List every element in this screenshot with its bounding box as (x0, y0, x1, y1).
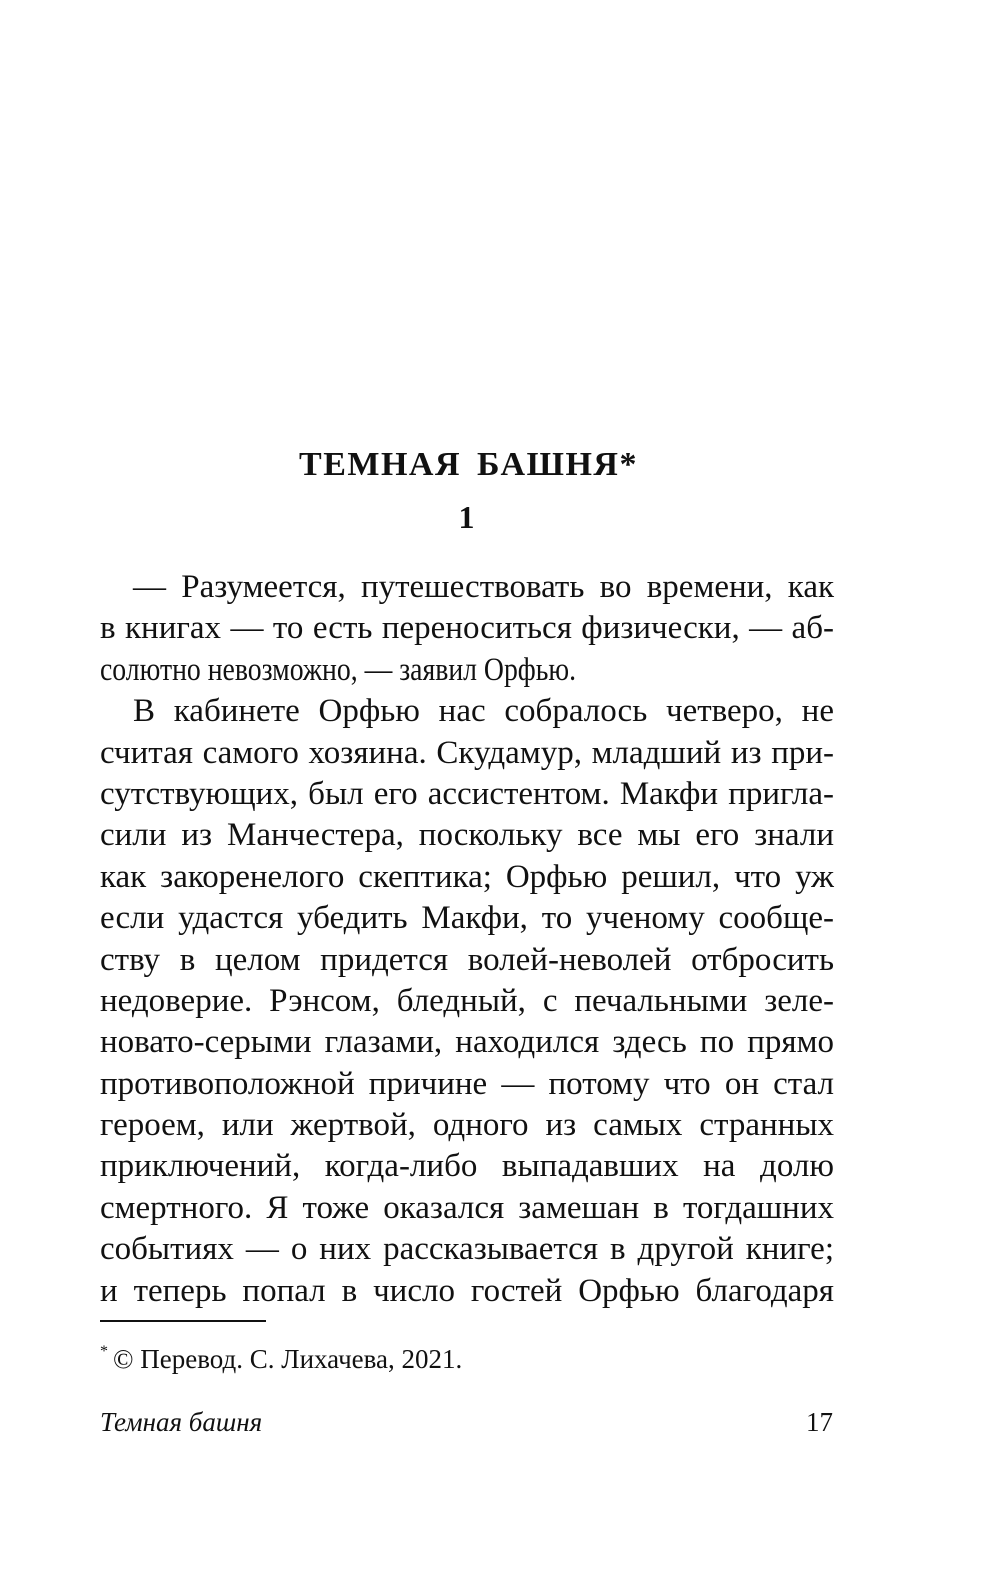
text-line: и теперь попал в число гостей Орфью благодаря (100, 1272, 834, 1309)
chapter-title: ТЕМНАЯ БАШНЯ* (299, 446, 638, 483)
text-line: солютно невозможно, — заявил Орфью. (100, 651, 577, 688)
chapter-number: 1 (458, 499, 475, 535)
text-line: — Разумеется, путешествовать во времени, как (133, 569, 834, 605)
page-number: 17 (806, 1407, 833, 1437)
text-line: противоположной причине — потому что он стал (100, 1065, 834, 1102)
text-line: ству в целом придется волей-неволей отбросить (100, 941, 834, 978)
footnote-text: © Перевод. С. Лихачева, 2021. (113, 1344, 463, 1374)
footnote-marker: * (100, 1343, 108, 1360)
text-line: сутствующих, был его ассистентом. Макфи пригла- (100, 775, 834, 812)
text-line: событиях — о них рассказывается в другой книге; (100, 1231, 834, 1268)
text-line: В кабинете Орфью нас собралось четверо, не (133, 693, 834, 730)
running-title: Темная башня (100, 1407, 263, 1437)
text-line: если удастся убедить Макфи, то ученому сообще- (100, 900, 834, 937)
text-line: героем, или жертвой, одного из самых странных (100, 1107, 834, 1144)
footnote-divider (100, 1320, 266, 1322)
body-text (100, 567, 834, 1312)
text-line: считая самого хозяина. Скудамур, младший из при- (100, 734, 834, 771)
text-line: как закоренелого скептика; Орфью решил, что уж (100, 858, 834, 895)
footnote (100, 1334, 462, 1377)
text-line: сили из Манчестера, поскольку все мы его знали (100, 817, 834, 854)
text-line: смертного. Я тоже оказался замешан в тогдашних (100, 1189, 834, 1226)
text-line: приключений, когда-либо выпадавших на долю (100, 1148, 834, 1185)
text-line: недоверие. Рэнсом, бледный, с печальными зеле- (100, 982, 834, 1019)
text-line: в книгах — то есть переноситься физически, — аб- (100, 610, 834, 647)
text-line: новато-серыми глазами, находился здесь по прямо (100, 1024, 834, 1061)
